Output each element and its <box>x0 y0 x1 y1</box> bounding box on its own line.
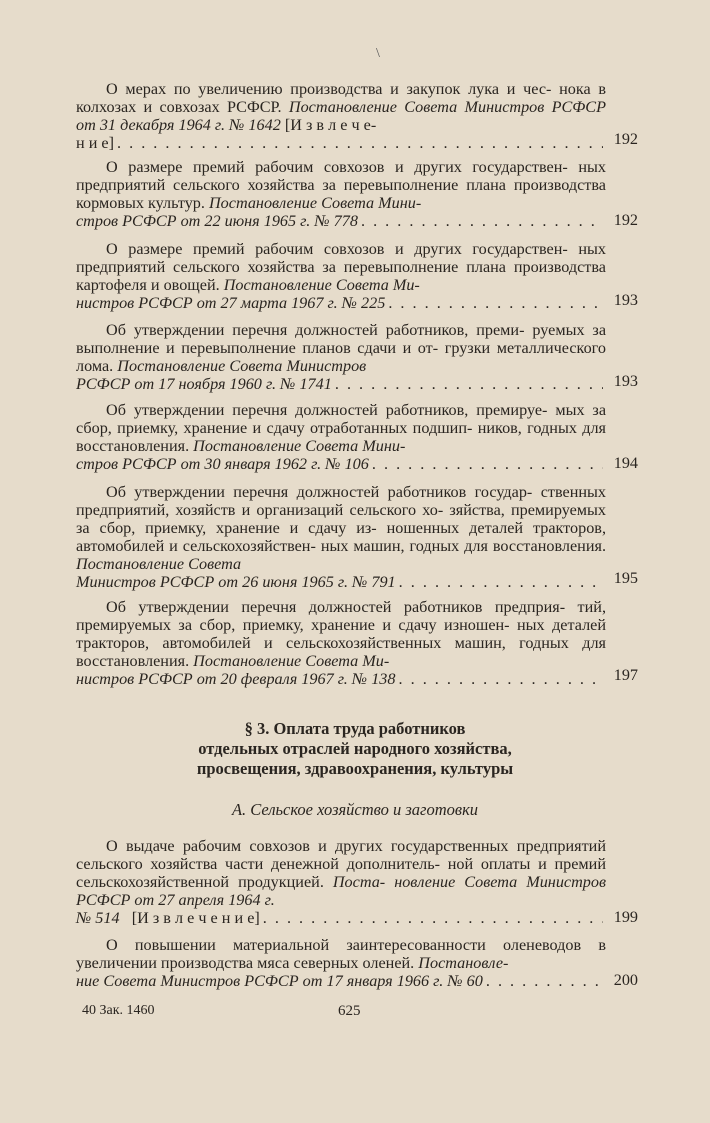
entry-text: ных предприятий сельского хозяйства за перевыполнение плана <box>76 158 606 194</box>
entry-text: О размере премий рабочим совхозов и других государствен- <box>106 158 568 176</box>
decree-ref: стров РСФСР от 22 июня 1965 г. № 778 <box>76 211 358 230</box>
decree-ref: Постановление Совета <box>76 554 242 573</box>
decree-ref: Поста- <box>332 872 386 891</box>
page-ref: 193 <box>613 372 638 390</box>
decree-ref: ние Совета Министров РСФСР от 17 января 1966 г. № 60 <box>76 971 483 990</box>
entry-text: Об утверждении перечня должностей работников предприя- <box>106 598 566 616</box>
sheet-mark: 40 Зак. 1460 <box>82 1003 155 1018</box>
decree-ref: Постановление Совета Ми- <box>223 275 420 294</box>
decree-ref: Министров РСФСР от 31 декабря 1964 г. № 1642 <box>76 97 606 134</box>
decree-ref: Постановление Совета Министров <box>117 356 367 375</box>
decree-ref: Министров РСФСР от 26 июня 1965 г. № 791 <box>76 572 396 591</box>
entry-text: О повышении материальной заинтересованности оленеводов <box>106 936 582 954</box>
entry-text: Об утверждении перечня должностей работников государ- <box>106 483 533 501</box>
toc-entry <box>76 838 606 928</box>
page-number: 625 <box>338 1003 361 1019</box>
toc-entry <box>76 599 606 689</box>
decree-ref: РСФСР от 17 ноября 1960 г. № 1741 <box>76 374 332 393</box>
entry-text: нока в колхозах и совхозах РСФСР. <box>76 80 606 116</box>
entry-text: Об утверждении перечня должностей работников, премируе- <box>106 401 548 419</box>
entry-text: [И з в л е ч е н и е] <box>131 908 260 927</box>
section-line: отдельных отраслей народного хозяйства, <box>198 739 512 758</box>
entry-text: машин, годных для восстановления. <box>76 633 607 670</box>
page-ref: 192 <box>613 130 638 148</box>
entry-text: ной оплаты и премий сельскохозяйственной продукцией. <box>76 854 606 891</box>
entry-text: О мерах по увеличению производства и закупок лука и чес- <box>106 80 552 98</box>
toc-entry <box>76 937 606 991</box>
decree-ref: стров РСФСР от 30 января 1962 г. № 106 <box>76 454 369 473</box>
entry-text: ственных предприятий, хозяйств и организаций сельского хо- <box>76 483 607 519</box>
entry-text: тий, премируемых за сбор, приемку, хранение и сдачу изношен- <box>76 598 606 634</box>
section-line: § 3. Оплата труда работников <box>244 719 466 738</box>
toc-entry <box>76 322 606 394</box>
toc-entry <box>76 484 606 591</box>
subsection-heading: А. Сельское хозяйство и заготовки <box>231 800 479 819</box>
page-ref: 192 <box>613 211 638 229</box>
decree-ref: нистров РСФСР от 27 марта 1967 г. № 225 <box>76 293 386 312</box>
page-ref: 197 <box>613 666 638 684</box>
decree-ref: Постановление Совета <box>288 97 458 116</box>
entry-text: грузки металлического лома. <box>76 338 606 375</box>
entry-text: производства картофеля и овощей. <box>76 257 606 294</box>
decree-ref: нистров РСФСР от 20 февраля 1967 г. № 138 <box>76 669 396 688</box>
entry-text: О размере премий рабочим совхозов и других государствен- <box>106 240 568 258</box>
entry-text: в увеличении производства мяса северных оленей. <box>76 936 606 972</box>
entry-text: О выдаче рабочим совхозов и других государственных <box>106 837 509 855</box>
entry-text: Об утверждении перечня должностей работников, преми- <box>106 321 525 339</box>
page-ref: 193 <box>613 291 638 309</box>
entry-text: ников, годных для восстановления. <box>76 418 606 455</box>
entry-text: предприятий сельского хозяйства части денежной дополнитель- <box>76 837 607 873</box>
entry-text: мых за сбор, приемку, хранение и сдачу отработанных подшип- <box>76 401 607 437</box>
decree-ref: Постановление Совета Мини- <box>208 193 422 212</box>
toc-entry <box>76 159 606 231</box>
decree-ref: новление Совета Министров РСФСР от 27 апреля 1964 г. <box>76 872 607 909</box>
decree-ref: Постановление Совета Ми- <box>193 651 390 670</box>
entry-text: [И з в л е ч е- <box>284 115 377 134</box>
section-heading <box>0 719 710 779</box>
entry-text: производства кормовых культур. <box>76 175 606 212</box>
page-ref: 194 <box>613 454 638 472</box>
decree-ref: Постановле- <box>418 953 509 972</box>
top-mark: \ <box>376 46 380 61</box>
section-line: просвещения, здравоохранения, культуры <box>196 759 514 778</box>
decree-ref: № 514 <box>76 908 120 927</box>
toc-entry <box>76 402 606 474</box>
entry-text: н и е] <box>76 133 114 152</box>
page-ref: 199 <box>613 908 638 926</box>
page-ref: 195 <box>613 569 638 587</box>
entry-text: зяйства, премируемых за сбор, приемку, хранение и сдачу из- <box>76 500 606 537</box>
entry-text: ных машин, годных для восстановления. <box>320 536 606 555</box>
entry-text: ных деталей тракторов, автомобилей и сельскохозяйственных <box>76 615 607 652</box>
page-ref: 200 <box>613 971 638 989</box>
toc-entry <box>76 241 606 313</box>
decree-ref: Постановление Совета Мини- <box>193 436 406 455</box>
entry-text: ных предприятий сельского хозяйства за перевыполнение плана <box>76 240 606 276</box>
toc-entry <box>76 81 606 153</box>
entry-text: ношенных деталей тракторов, автомобилей и сельскохозяйствен- <box>76 518 607 555</box>
entry-text: руемых за выполнение и перевыполнение планов сдачи и от- <box>76 321 607 357</box>
